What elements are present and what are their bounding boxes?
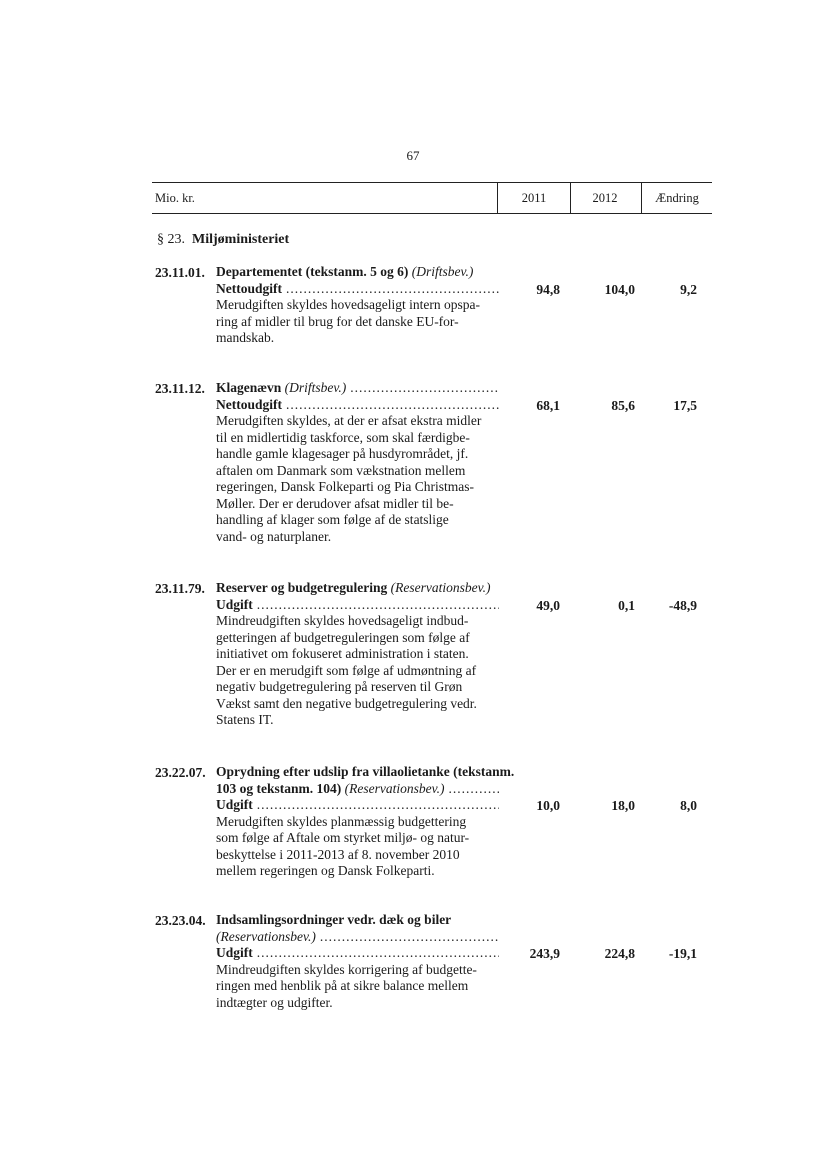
section-title: Miljøministeriet	[192, 232, 290, 247]
line-label-row	[216, 945, 499, 962]
account-code: 23.11.12.	[155, 381, 205, 396]
line-label: Nettoudgift	[216, 280, 282, 296]
entry-title-cont: 103 og tekstanm. 104) (Reservationsbev.) .....	[216, 781, 499, 798]
line-label: Udgift	[216, 797, 253, 812]
entry-title-cont: (Reservationsbev.) .....	[216, 929, 499, 946]
value-2012: 224,8	[604, 946, 635, 961]
value-change: 8,0	[680, 798, 697, 813]
entry-description: Merudgiften skyldes planmæssig budgettering som følge af Aftale om styrket miljø- og natur- beskyttelse i 2011-2013 af 8. november 2010 mellem regeringen og Dansk Folkeparti.	[216, 813, 470, 878]
line-label: Nettoudgift	[216, 396, 282, 412]
value-change: 9,2	[680, 282, 697, 297]
value-change: 17,5	[673, 398, 697, 413]
section-symbol: § 23.	[157, 232, 185, 247]
entry-description: Merudgiften skyldes hovedsageligt intern opspa- ring af midler til brug for det danske EU-for- mandskab.	[216, 297, 480, 345]
entry-title: Departementet (tekstanm. 5 og 6) (Driftsbev.)	[216, 264, 474, 279]
line-label-row	[216, 797, 499, 814]
value-2012: 104,0	[604, 282, 635, 297]
column-change: Ændring	[655, 190, 699, 205]
line-label: Udgift	[216, 596, 253, 612]
account-code: 23.11.01.	[155, 265, 205, 280]
column-2011: 2011	[497, 183, 571, 213]
entry-title: Oprydning efter udslip fra villaolietanke (tekstanm.	[216, 764, 515, 779]
value-2011: 49,0	[536, 598, 560, 613]
section-heading	[157, 232, 289, 248]
entry-title: Reserver og budgetregulering (Reservationsbev.)	[216, 580, 491, 595]
unit-label: Mio. kr.	[155, 191, 195, 205]
column-header	[152, 182, 712, 214]
entry-title: Indsamlingsordninger vedr. dæk og biler	[216, 912, 452, 927]
value-2011: 243,9	[529, 946, 560, 961]
line-label-row	[216, 281, 499, 298]
line-label: Udgift	[216, 945, 253, 960]
entry-description: Merudgiften skyldes, at der er afsat ekstra midler til en midlertidig taskforce, som skal færdigbe- handle gamle klagesager på husdyrområdet, jf. aftalen om Danmark som vækstnation mellem regeringen, Dansk Folkeparti og Pia Christmas- Møller. Der er derudover afsat midler til be- handling af klager som følge af de statslige vand- og naturplaner.	[216, 413, 482, 544]
account-code: 23.22.07.	[155, 765, 206, 780]
value-2012: 18,0	[611, 798, 635, 813]
value-change: -19,1	[668, 946, 697, 961]
entry-title: Klagenævn (Driftsbev.) .....	[216, 380, 499, 397]
line-label-row	[216, 397, 499, 414]
column-2012: 2012	[569, 183, 642, 213]
entry-description: Mindreudgiften skyldes hovedsageligt indbud- getteringen af budgetreguleringen som følge af initiativet om fokuseret administration i staten. Der er en merudgift som følge af udmøntning af negativ budgetregulering på reserven til Grøn Vækst samt den negative budgetregulering vedr. Statens IT.	[216, 613, 477, 727]
line-label-row	[216, 597, 499, 614]
value-2012: 85,6	[611, 398, 635, 413]
value-2011: 94,8	[536, 282, 560, 297]
value-change: -48,9	[668, 598, 697, 613]
value-2011: 10,0	[536, 798, 560, 813]
value-2012: 0,1	[618, 598, 635, 613]
value-2011: 68,1	[536, 398, 560, 413]
account-code: 23.23.04.	[155, 913, 206, 928]
entry-description: Mindreudgiften skyldes korrigering af budgette- ringen med henblik på at sikre balance mellem indtægter og udgifter.	[216, 961, 477, 1010]
account-code: 23.11.79.	[155, 581, 205, 596]
page-number: 67	[406, 148, 420, 163]
